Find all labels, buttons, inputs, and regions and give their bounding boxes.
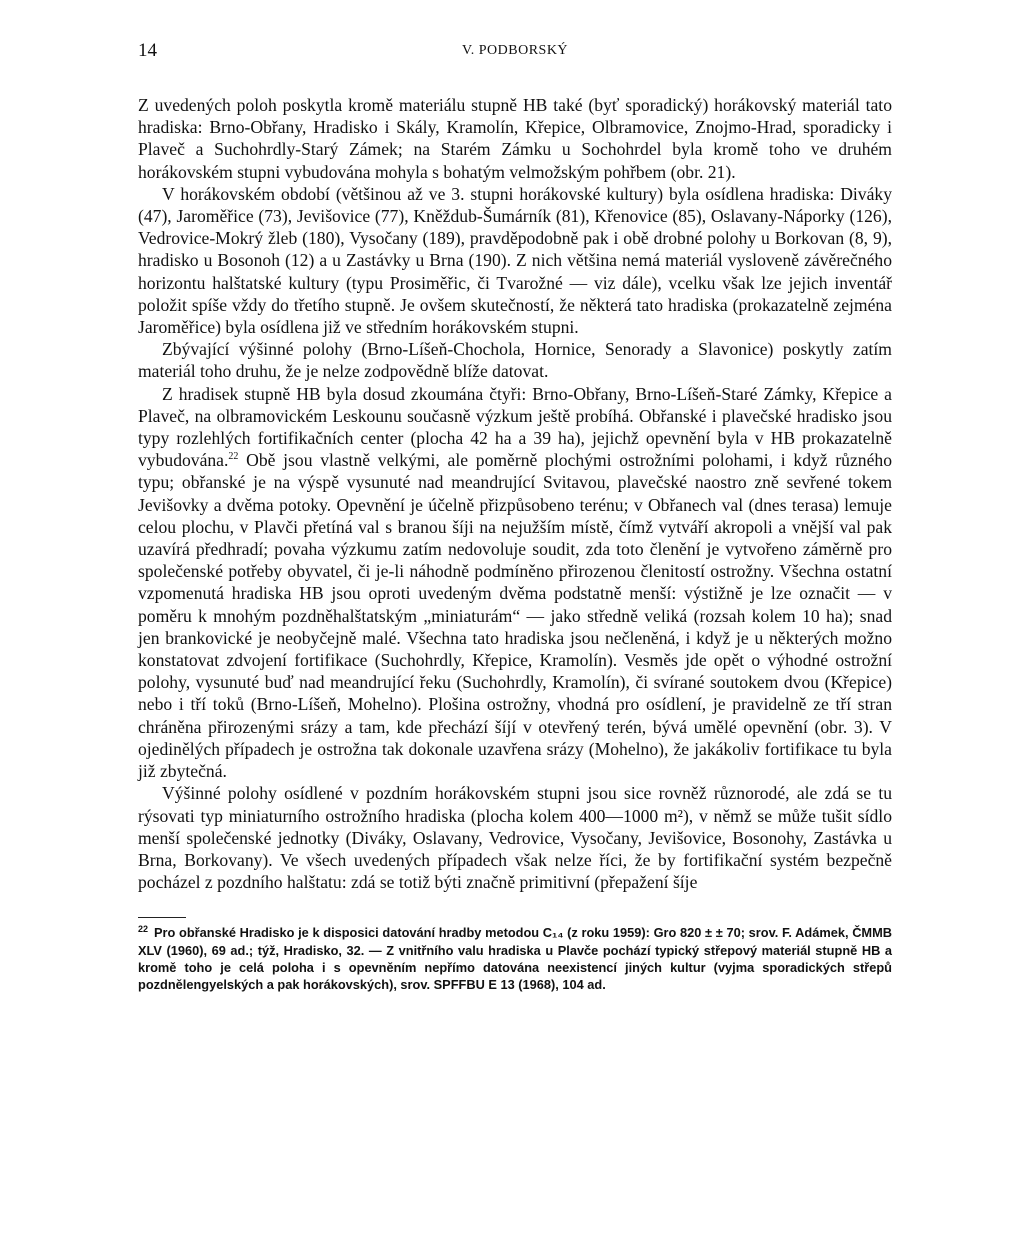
- paragraph-4-part-1: Z hradisek stupně HB byla dosud zkoumána čtyři: Brno-Obřany, Brno-Líšeň-Staré Zámky, Křepice a Plaveč, na olbramovickém Leskounu současně výzkum ještě probíhá. Obřanské i plavečské hradisko jsou typy rozlehlých fortifikačních center (plocha 42 ha a 39 ha), jejichž opevnění byla v HB prokazatelně vybudována.: [138, 383, 892, 471]
- running-head: [138, 40, 892, 64]
- page: [138, 40, 892, 993]
- paragraph-2: V horákovském období (většinou až ve 3. stupni horákovské kultury) byla osídlena hradiska: Diváky (47), Jaroměřice (73), Jevišovice (77), Kněždub-Šumárník (81), Křenovice (85), Oslavany-Náporky (126), Vedrovice-Mokrý žleb (180), Vysočany (189), pravděpodobně pak i obě drobné polohy u Borkovan (8, 9), hradisko u Bosonoh (12) a u Zastávky u Brna (190). Z nich většina nemá materiál vysloveně závěrečného horizontu halštatské kultury (typu Prosiměřic, či Tvarožné — viz dále), vcelku však lze jejich inventář položit spíše vždy do třetího stupně. Je ovšem skutečností, že některá tato hradiska (prokazatelně zejména Jaroměřice) byla osídlena již ve středním horákovském stupni.: [138, 183, 892, 338]
- paragraph-5: Výšinné polohy osídlené v pozdním horákovském stupni jsou sice rovněž různorodé, ale zdá se tu rýsovati typ miniaturního ostrožního hradiska (plocha kolem 400—1000 m²), v němž se může tušit sídlo menší společenské jednotky (Diváky, Oslavany, Vedrovice, Vysočany, Jevišovice, Bosonohy, Zastávka u Brna, Borkovany). Ve všech uvedených případech však nelze říci, že by fortifikační systém bezpečně pocházel z pozdního halštatu: zdá se totiž býti značně primitivní (přepažení šíje: [138, 783, 892, 893]
- footnotes: [138, 924, 892, 993]
- body-text: [138, 94, 892, 893]
- footnote-ref-22[interactable]: 22: [228, 451, 239, 463]
- footnote-mark: 22: [138, 924, 149, 935]
- page-number: 14: [138, 40, 157, 61]
- footnote-22: [138, 924, 892, 993]
- paragraph-4-part-2: Obě jsou vlastně velkými, ale poměrně plochými ostrožními polohami, i když různého typu; obřanské je na výspě vysunuté nad meandrující Svitavou, plavečské naostro zně sevřené tokem Jevišovky a dvěma potoky. Opevnění je účelně přizpůsobeno terénu; v Obřanech val (dnes terasa) lemuje celou plochu, v Plavči přetíná val s branou šíji na nejužším místě, čímž vytváří akropoli a vnější val pak uzavírá předhradí; povaha výzkumu zatím nedovoluje soudit, zda toto členění je vytvořeno záměrně pro společenské potřeby obyvatel, či je-li náhodně podmíněno přirozenou členitostí ostrožny. Všechna ostatní vzpomenutá hradiska HB jsou oproti uvedeným dvěma podstatně menší: výstižně je lze označit — v poměru k mnohým pozdněhalštatským „miniaturám“ — jako středně veliká (rozsah kolem 10 ha); snad jen brankovické je neobyčejně malé. Všechna tato hradiska jsou nečleněná, i když je u některých možno konstatovat zdvojení fortifikace (Suchohrdly, Křepice, Kramolín). Vesměs jde opět o výhodné ostrožní polohy, vysunuté buď nad meandrující řeku (Suchohrdly, Kramolín), či svírané soutokem dvou (Křepice) nebo i tří toků (Brno-Líšeň, Mohelno). Plošina ostrožny, vhodná pro osídlení, je pravidelně ze tří stran chráněna přirozenými srázy a tam, kde přechází šíjí v otevřený terén, bývá umělé opevnění (obr. 3). V ojedinělých případech je ostrožna tak dokonale uzavřena srázy (Mohelno), že jakákoliv fortifikace tu byla již zbytečná.: [138, 450, 892, 782]
- paragraph-4: [138, 383, 892, 783]
- footnote-text: Pro obřanské Hradisko je k disposici datování hradby metodou C₁₄ (z roku 1959): Gro 820 ± ± 70; srov. F. Adámek, ČMMB XLV (1960), 69 ad.; týž, Hradisko, 32. — Z vnitřního valu hradiska u Plavče pochází typický střepový materiál stupně HB a kromě toho je celá poloha i s opevněním nepřímo datována neexistencí jiných kultur (vyjma sporadických střepů pozdnělengyelských a pak horákovských), srov. SPFFBU E 13 (1968), 104 ad.: [138, 925, 892, 992]
- footnote-divider: [138, 917, 186, 918]
- running-title: V. PODBORSKÝ: [461, 43, 569, 58]
- paragraph-3: Zbývající výšinné polohy (Brno-Líšeň-Chochola, Hornice, Senorady a Slavonice) poskytly zatím materiál toho druhu, že je nelze zodpovědně blíže datovat.: [138, 339, 892, 382]
- paragraph-1: Z uvedených poloh poskytla kromě materiálu stupně HB také (byť sporadický) horákovský materiál tato hradiska: Brno-Obřany, Hradisko i Skály, Kramolín, Křepice, Olbramovice, Znojmo-Hrad, sporadicky i Plaveč a Suchohrdly-Starý Zámek; na Starém Zámku u Sochohrdel byla kromě toho ve druhém horákovském stupni vybudována mohyla s bohatým velmožským pohřbem (obr. 21).: [138, 95, 892, 182]
